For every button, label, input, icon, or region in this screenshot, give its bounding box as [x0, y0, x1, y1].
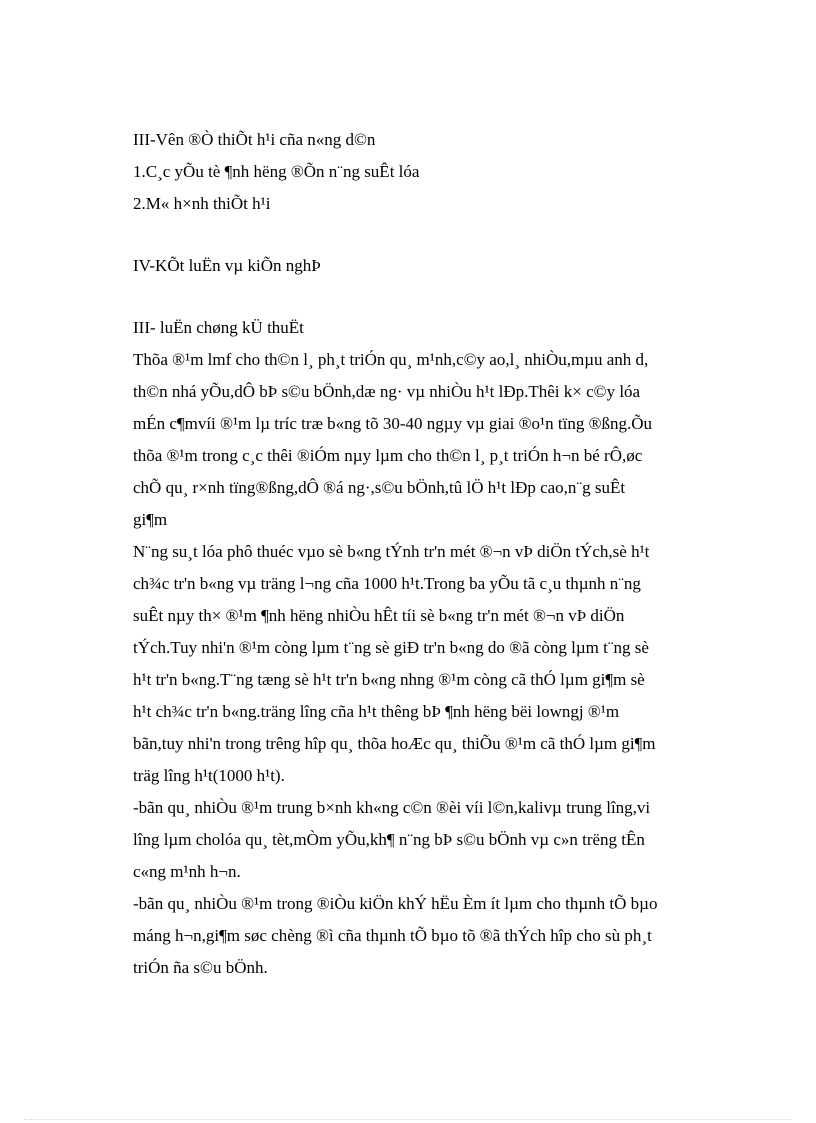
- section-3-heading: III-Vên ®Ò thiÕt h¹i cña n«ng d©n: [133, 130, 376, 149]
- body-line: chÕ qu¸ r×nh tïng®ßng,dÔ ®á ng·,s©u bÖnh,tû lÖ h¹t lÐp cao,n¨g suÊt: [133, 478, 626, 497]
- section-4-heading: IV-KÕt luËn vµ kiÕn nghÞ: [133, 256, 321, 275]
- body-line: c«ng m¹nh h¬n.: [133, 862, 241, 881]
- body-line: -bãn qu¸ nhiÒu ®¹m trong ®iÒu kiÖn khÝ hËu Èm ít lµm cho thµnh tÕ bµo: [133, 894, 658, 913]
- body-line: thõa ®¹m trong c¸c thêi ®iÓm nµy lµm cho th©n l¸ p¸t triÓn h¬n bé rÔ,øc: [133, 446, 643, 465]
- body-line: bãn,tuy nhi'n trong trêng hîp qu¸ thõa hoÆc qu¸ thiÕu ®¹m cã thÓ lµm gi¶m: [133, 734, 656, 753]
- body-line: tÝch.Tuy nhi'n ®¹m còng lµm t¨ng sè giÐ tr'n b«ng do ®ã còng lµm t¨ng sè: [133, 638, 649, 657]
- body-line: ch¾c tr'n b«ng vµ träng l¬ng cña 1000 h¹t.Trong ba yÕu tã c¸u thµnh n¨ng: [133, 574, 641, 593]
- body-line: triÓn ña s©u bÖnh.: [133, 958, 268, 977]
- spacer: [133, 220, 745, 250]
- body-line: h¹t tr'n b«ng.T¨ng tæng sè h¹t tr'n b«ng nhng ®¹m còng cã thÓ lµm gi¶m sè: [133, 670, 645, 689]
- section-3-item-2: 2.M« h×nh thiÕt h¹i: [133, 194, 271, 213]
- section-5-heading: III- luËn chøng kÜ thuËt: [133, 318, 304, 337]
- body-line: suÊt nµy th× ®¹m ¶nh hëng nhiÒu hÊt tíi sè b«ng tr'n mét ®¬n vÞ diÖn: [133, 606, 625, 625]
- body-line: h¹t ch¾c tr'n b«ng.träng lîng cña h¹t thêng bÞ ¶nh hëng bëi lowngj ®¹m: [133, 702, 620, 721]
- spacer: [133, 282, 745, 312]
- body-line: -bãn qu¸ nhiÒu ®¹m trung b×nh kh«ng c©n ®èi víi l©n,kalivµ trung lîng,vi: [133, 798, 651, 817]
- page-bottom-rule: [24, 1119, 792, 1120]
- body-line: lîng lµm cholóa qu¸ tèt,mÒm yÕu,kh¶ n¨ng bÞ s©u bÖnh vµ c»n trëng tÊn: [133, 830, 645, 849]
- body-line: mÉn c¶mvíi ®¹m lµ tríc træ b«ng tõ 30-40 ngµy vµ giai ®o¹n tïng ®ßng.Õu: [133, 414, 653, 433]
- section-3-item-1: 1.C¸c yÕu tè ¶nh hëng ®Õn n¨ng suÊt lóa: [133, 162, 420, 181]
- body-line: máng h¬n,gi¶m søc chèng ®ì cña thµnh tÕ bµo tõ ®ã thÝch hîp cho sù ph¸t: [133, 926, 652, 945]
- body-line: gi¶m: [133, 510, 168, 529]
- body-line: th©n nhá yÕu,dÔ bÞ s©u bÖnh,dæ ng· vµ nhiÒu h¹t lÐp.Thêi k× c©y lóa: [133, 382, 641, 401]
- section-5-body: [133, 344, 745, 984]
- body-line: träg lîng h¹t(1000 h¹t).: [133, 766, 285, 785]
- body-line: Thõa ®¹m lmf cho th©n l¸ ph¸t triÓn qu¸ m¹nh,c©y ao,l¸ nhiÒu,mµu anh d,: [133, 350, 649, 369]
- document-body: [133, 124, 745, 984]
- body-line: N¨ng su¸t lóa phô thuéc vµo sè b«ng tÝnh tr'n mét ®¬n vÞ diÖn tÝch,sè h¹t: [133, 542, 650, 561]
